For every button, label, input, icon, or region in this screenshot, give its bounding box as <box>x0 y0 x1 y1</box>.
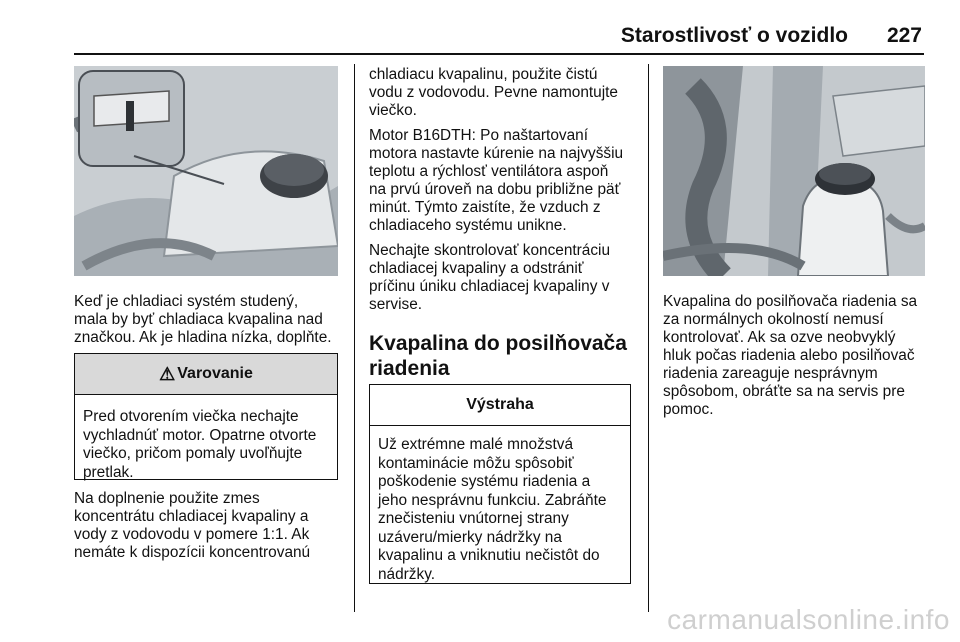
warning-triangle-icon: ⚠ <box>159 363 176 384</box>
text-line: na prvú úroveň na dobu približne päť <box>369 181 621 198</box>
caution-box <box>369 384 631 584</box>
heading-line: Kvapalina do posilňovača <box>369 332 627 355</box>
section-title: Starostlivosť o vozidlo <box>620 24 848 47</box>
text-line: Keď je chladiaci systém studený, <box>74 293 299 310</box>
caution-body <box>370 426 630 584</box>
text-line: riadenia zareaguje nesprávnym <box>663 365 878 382</box>
text-line: príčinu úniku chladiacej kvapaliny v <box>369 278 610 295</box>
text-line: chladiacu kvapalinu, použite čistú <box>369 66 598 83</box>
warning-box <box>74 353 338 480</box>
text-line: jeho nesprávnu funkciu. Zabráňte <box>378 491 607 509</box>
text-line: viečko. <box>369 102 417 119</box>
text-line: pomoc. <box>663 401 714 418</box>
text-line: teplotu a rýchlosť ventilátora aspoň <box>369 163 609 180</box>
text-line: značkou. Ak je hladina nízka, doplňte. <box>74 329 332 346</box>
warning-title: Varovanie <box>177 365 253 382</box>
text-line: Kvapalina do posilňovača riadenia sa <box>663 293 918 310</box>
text-line: nádržky. <box>378 565 436 583</box>
caution-title: Výstraha <box>466 396 534 413</box>
text-line: chladiaceho systému unikne. <box>369 217 567 234</box>
text-line: Motor B16DTH: Po naštartovaní <box>369 127 588 144</box>
page-header <box>0 0 960 54</box>
text-line: uzáveru/mierky nádržky na <box>378 528 562 546</box>
caution-header <box>370 385 630 426</box>
text-line: Na doplnenie použite zmes <box>74 490 260 507</box>
text-line: vody z vodovodu v pomere 1:1. Ak <box>74 526 310 543</box>
column-divider-2 <box>648 64 649 612</box>
text-line: hluk počas riadenia alebo posilňovač <box>663 347 915 364</box>
text-line: mala by byť chladiaca kvapalina nad <box>74 311 323 328</box>
warning-header <box>75 354 337 395</box>
text-line: Už extrémne malé množstvá <box>378 436 574 453</box>
text-line: vychladnúť motor. Opatrne otvorte <box>83 426 317 444</box>
header-rule <box>74 53 924 55</box>
heading-line: riadenia <box>369 357 450 380</box>
column-divider-1 <box>354 64 355 612</box>
text-line: viečko, pričom pomaly uvoľňujte <box>83 445 303 462</box>
text-line: Nechajte skontrolovať koncentráciu <box>369 242 611 259</box>
text-line: motora nastavte kúrenie na najvyššiu <box>369 145 624 162</box>
text-line: za normálnych okolností nemusí <box>663 311 884 328</box>
text-line: kontaminácie môžu spôsobiť <box>378 454 574 472</box>
text-line: spôsobom, obráťte sa na servis pre <box>663 383 905 400</box>
text-line: kontrolovať. Ak sa ozve neobvyklý <box>663 329 896 346</box>
text-line: Pred otvorením viečka nechajte <box>83 408 299 425</box>
warning-body <box>75 395 337 482</box>
watermark: carmanualsonline.info <box>667 604 950 635</box>
page-number: 227 <box>886 24 922 47</box>
text-line: minút. Týmto zaistíte, že vzduch z <box>369 199 601 216</box>
power-steering-reservoir-photo <box>663 66 925 276</box>
text-line: servise. <box>369 296 423 313</box>
text-line: pretlak. <box>83 463 134 481</box>
text-line: kvapalinu a vniknutiu nečistôt do <box>378 547 600 564</box>
text-line: vodu z vodovodu. Pevne namontujte <box>369 84 618 101</box>
text-line: znečisteniu vnútornej strany <box>378 510 569 527</box>
text-line: chladiacej kvapaliny a odstrániť <box>369 260 584 277</box>
text-line: koncentrátu chladiacej kvapaliny a <box>74 508 309 525</box>
coolant-reservoir-photo <box>74 66 338 276</box>
text-line: nemáte k dispozícii koncentrovanú <box>74 544 311 561</box>
text-line: poškodenie systému riadenia a <box>378 473 591 490</box>
